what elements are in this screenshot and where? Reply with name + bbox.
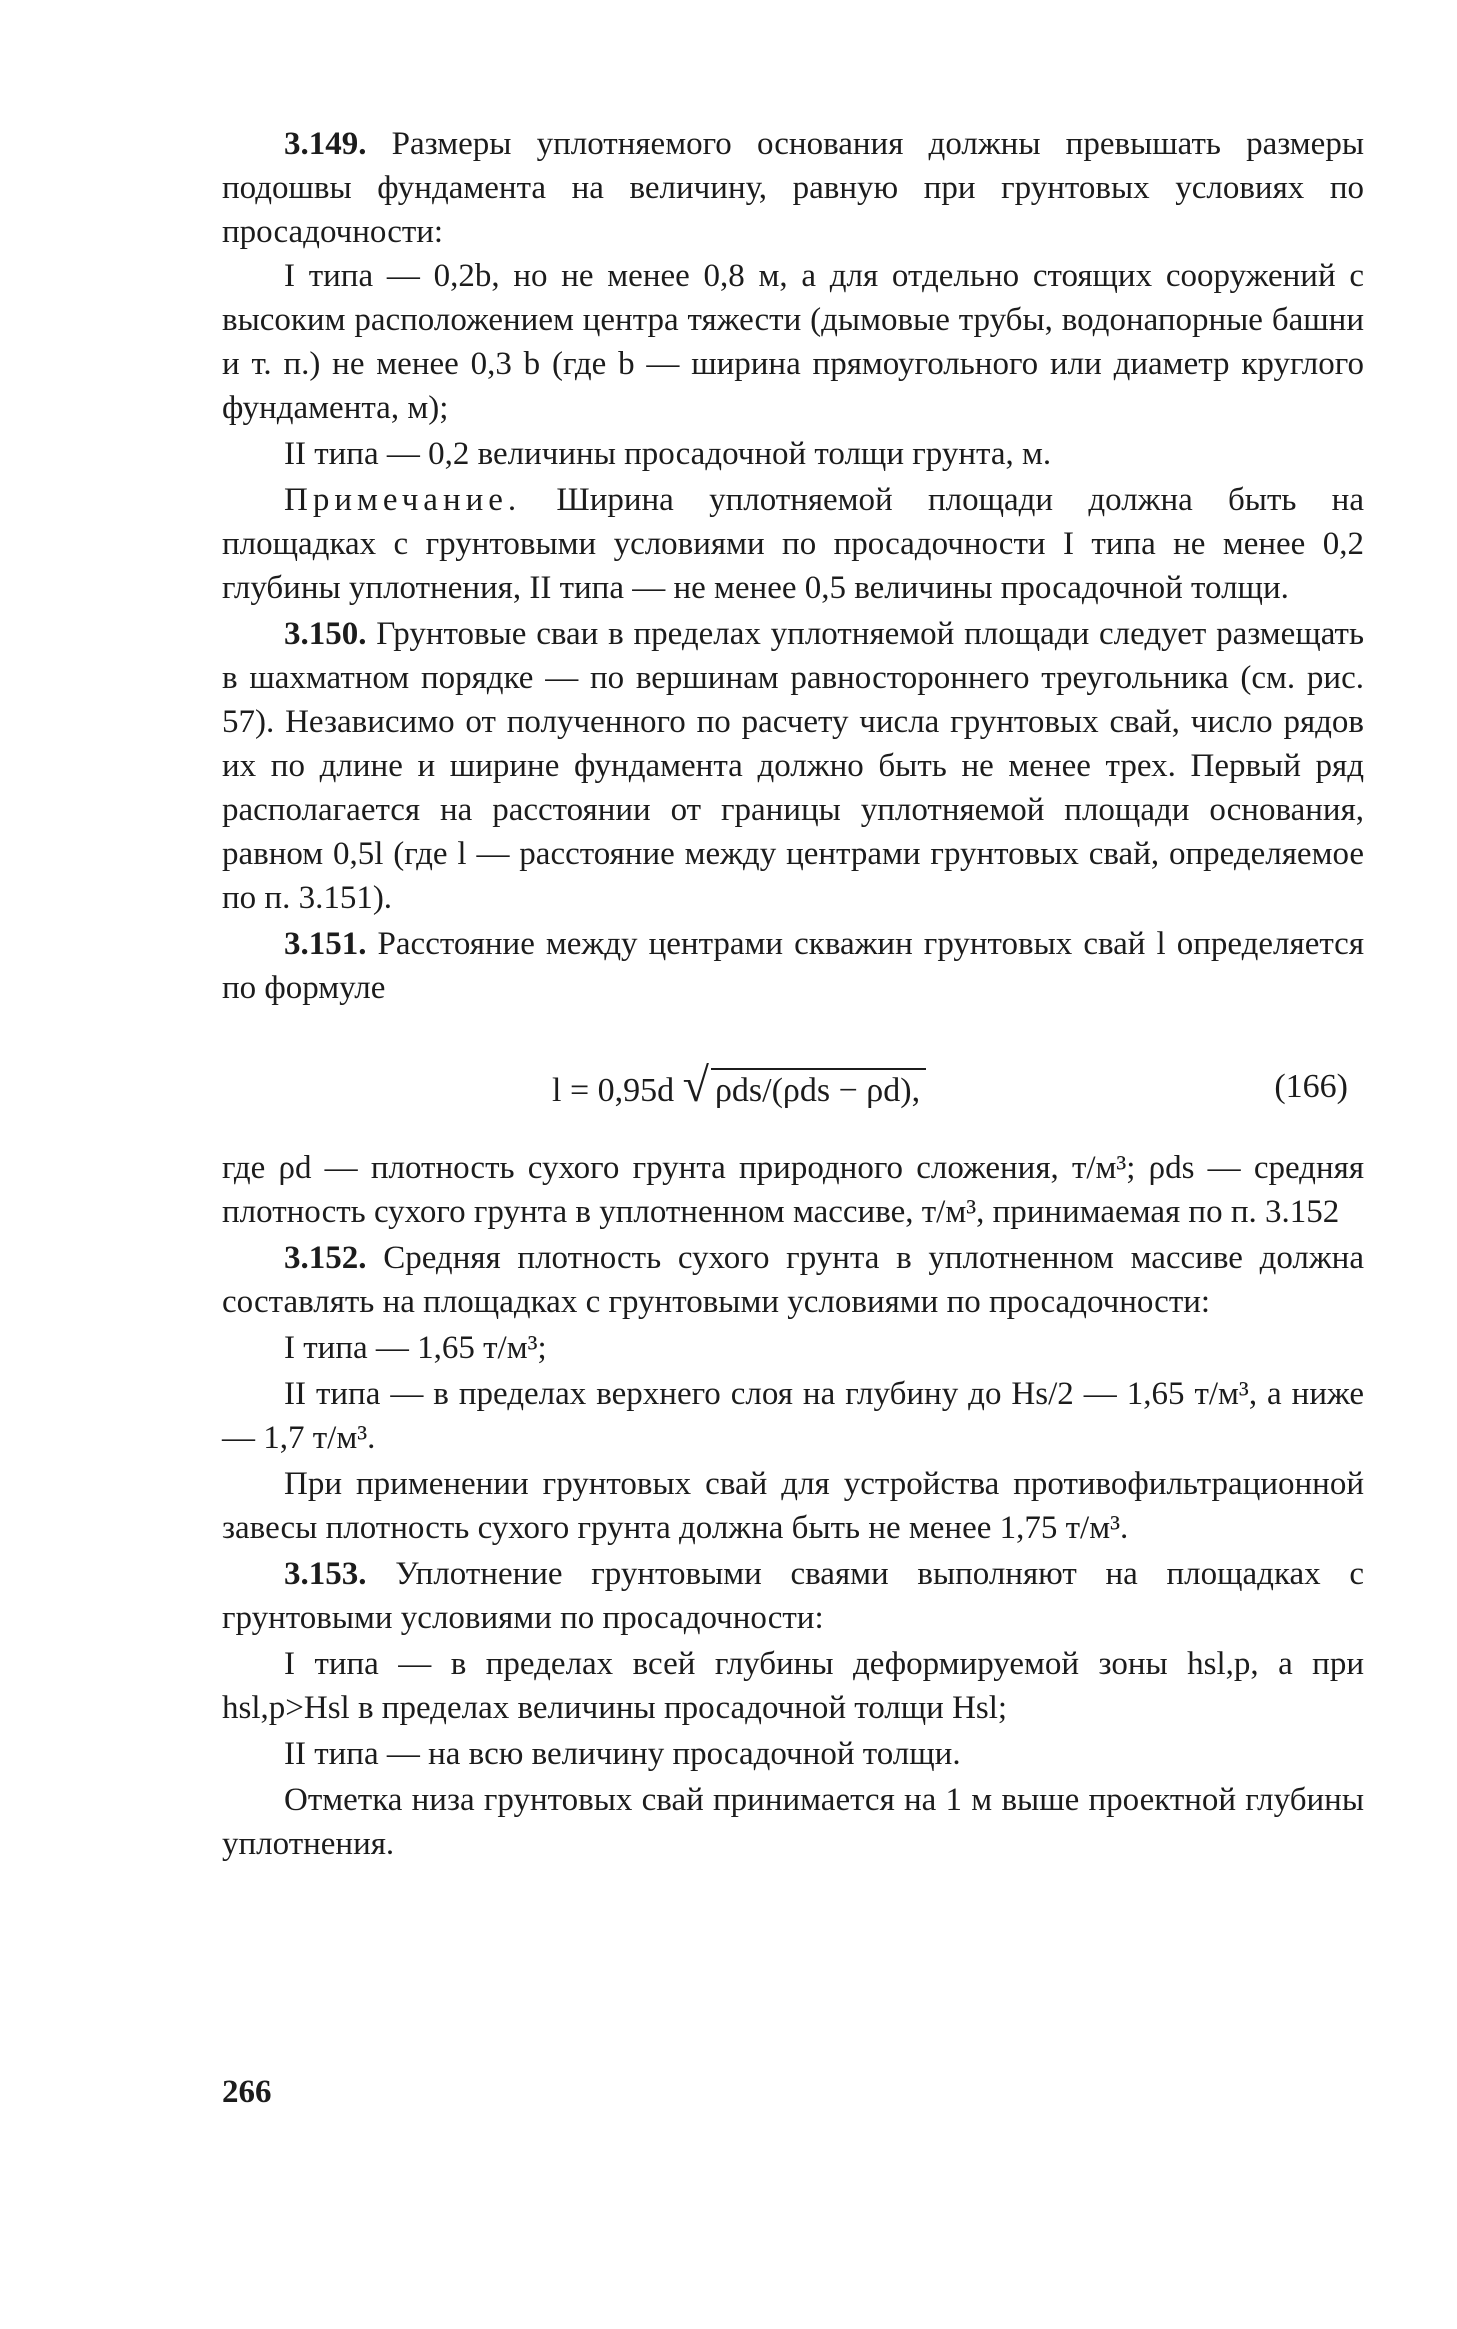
- formula-left-side: l = 0,95d: [552, 1072, 683, 1109]
- clause-text: Средняя плотность сухого грунта в уплотненном массиве должна составлять на площадках с грунтовыми условиями по просадочности:: [222, 1240, 1364, 1320]
- square-root-sign: √: [682, 1059, 709, 1112]
- clause-text: Размеры уплотняемого основания должны превышать размеры подошвы фундамента на величину, равную при грунтовых условиях по просадочности:: [222, 126, 1364, 250]
- paragraph-3-150: [222, 612, 1364, 920]
- clause-text: Уплотнение грунтовыми сваями выполняют на площадках с грунтовыми условиями по просадочности:: [222, 1556, 1364, 1636]
- paragraph-3-149-type1: I типа — 0,2b, но не менее 0,8 м, а для отдельно стоящих сооружений с высоким расположением центра тяжести (дымовые трубы, водонапорные башни и т. п.) не менее 0,3 b (где b — ширина прямоугольного или диаметр круглого фундамента, м);: [222, 258, 1364, 426]
- paragraph-3-152: [222, 1236, 1364, 1324]
- paragraph-3-153: [222, 1552, 1364, 1640]
- paragraph-3-153-type2: II типа — на всю величину просадочной толщи.: [284, 1736, 961, 1772]
- paragraph-3-152-extra: При применении грунтовых свай для устройства противофильтрационной завесы плотность сухого грунта должна быть не менее 1,75 т/м³.: [222, 1466, 1364, 1546]
- clause-number: 3.152.: [284, 1240, 367, 1276]
- paragraph-3-149-type2: II типа — 0,2 величины просадочной толщи грунта, м.: [284, 436, 1052, 472]
- formula-166: [222, 1038, 1364, 1146]
- formula-explanation: где ρd — плотность сухого грунта природного сложения, т/м³; ρds — средняя плотность сухого грунта в уплотненном массиве, т/м³, принимаемая по п. 3.152: [222, 1150, 1364, 1230]
- clause-text: Расстояние между центрами скважин грунтовых свай l определяется по формуле: [222, 926, 1364, 1006]
- page-body: [222, 122, 1364, 1866]
- paragraph-3-152-type2: II типа — в пределах верхнего слоя на глубину до Hs/2 — 1,65 т/м³, а ниже — 1,7 т/м³.: [222, 1376, 1364, 1456]
- paragraph-3-151: [222, 922, 1364, 1010]
- formula-radicand: ρds/(ρds − ρd),: [711, 1068, 926, 1110]
- clause-number: 3.150.: [284, 616, 367, 652]
- page-number: 266: [222, 2074, 272, 2110]
- formula-number: (166): [1274, 1068, 1348, 1105]
- paragraph-3-149: [222, 122, 1364, 254]
- paragraph-3-153-type1: I типа — в пределах всей глубины деформируемой зоны hsl,p, а при hsl,p>Hsl в пределах величины просадочной толщи Hsl;: [222, 1646, 1364, 1726]
- clause-number: 3.149.: [284, 126, 367, 162]
- paragraph-3-153-extra: Отметка низа грунтовых свай принимается на 1 м выше проектной глубины уплотнения.: [222, 1782, 1364, 1862]
- paragraph-3-152-type1: I типа — 1,65 т/м³;: [284, 1330, 547, 1366]
- formula-body: [552, 1059, 926, 1112]
- note-paragraph: [222, 478, 1364, 610]
- note-label: Примечание.: [284, 482, 522, 518]
- clause-number: 3.153.: [284, 1556, 367, 1592]
- clause-number: 3.151.: [284, 926, 367, 962]
- clause-text: Грунтовые сваи в пределах уплотняемой площади следует размещать в шахматном порядке — по вершинам равностороннего треугольника (см. рис. 57). Независимо от полученного по расчету числа грунтовых свай, число рядов их по длине и ширине фундамента должно быть не менее трех. Первый ряд располагается на расстоянии от границы уплотняемой площади основания, равном 0,5l (где l — расстояние между центрами грунтовых свай, определяемое по п. 3.151).: [222, 616, 1364, 916]
- note-text: Ширина уплотняемой площади должна быть на площадках с грунтовыми условиями по просадочности I типа не менее 0,2 глубины уплотнения, II типа — не менее 0,5 величины просадочной толщи.: [222, 482, 1364, 606]
